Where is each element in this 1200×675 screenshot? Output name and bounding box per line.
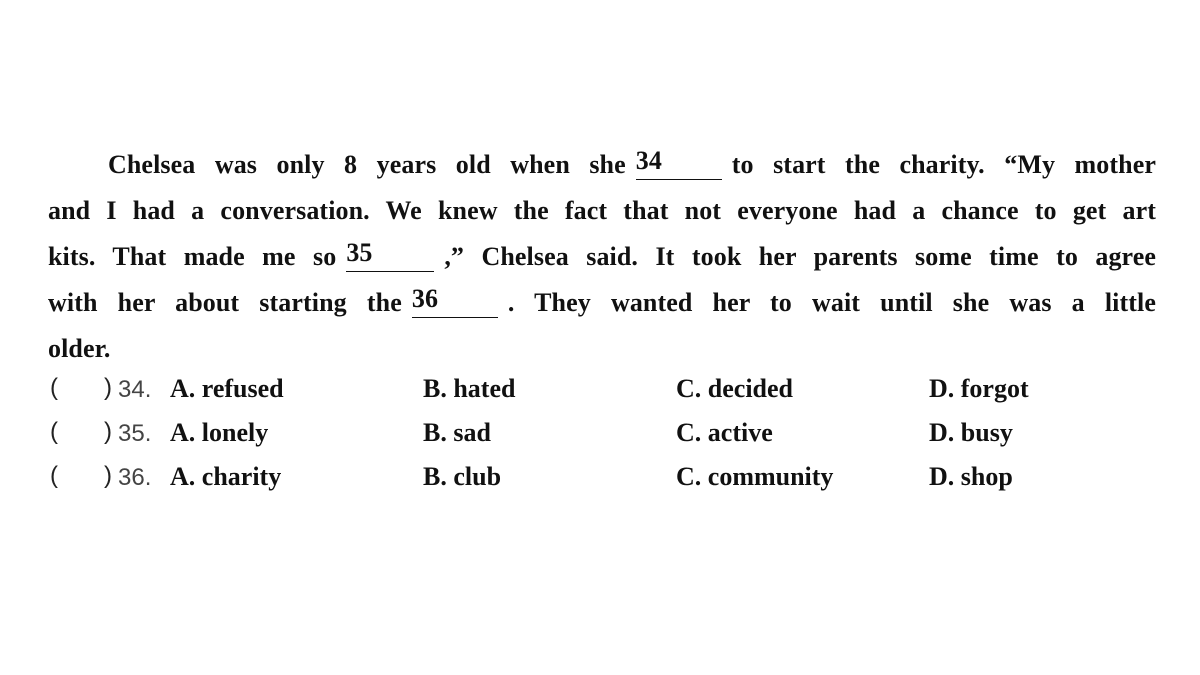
option-d: D. forgot [929, 374, 1029, 403]
passage-line-5 [48, 326, 1156, 372]
answer-paren-close: ) [104, 374, 112, 401]
option-c: C. active [676, 418, 773, 447]
cloze-passage [48, 142, 1156, 372]
blank-number: 36 [411, 284, 439, 313]
passage-text: ,” Chelsea said. It took her parents some time to agree [444, 242, 1157, 271]
answer-paren-open: ( [50, 418, 58, 445]
option-c: C. community [676, 462, 834, 491]
option-a: A. charity [170, 462, 282, 491]
passage-text: kits. That made me so [48, 242, 337, 271]
answer-paren-close: ) [104, 462, 112, 489]
passage-line-3 [48, 234, 1156, 280]
question-number: 35. [118, 420, 152, 447]
answer-paren-open: ( [50, 462, 58, 489]
question-list [48, 370, 1168, 502]
blank-number: 34 [635, 146, 662, 175]
question-35 [48, 414, 1168, 458]
passage-text: older. [48, 334, 111, 363]
passage-text: with her about starting the [48, 288, 402, 317]
option-b: B. club [423, 462, 502, 491]
question-number: 34. [118, 376, 152, 403]
passage-line-2 [48, 188, 1156, 234]
blank-35 [346, 238, 434, 272]
question-number: 36. [118, 464, 152, 491]
blank-36 [411, 284, 498, 318]
passage-text: Chelsea was only 8 years old when she [108, 150, 626, 179]
option-a: A. refused [170, 374, 284, 403]
blank-34 [635, 146, 722, 180]
option-d: D. busy [929, 418, 1013, 447]
answer-paren-close: ) [104, 418, 112, 445]
passage-line-1 [48, 142, 1156, 188]
option-b: B. sad [423, 418, 491, 447]
option-c: C. decided [676, 374, 793, 403]
question-34 [48, 370, 1168, 414]
passage-line-4 [48, 280, 1156, 326]
option-a: A. lonely [170, 418, 269, 447]
option-d: D. shop [929, 462, 1013, 491]
passage-text: . They wanted her to wait until she was a little [507, 288, 1156, 317]
blank-number: 35 [346, 238, 373, 267]
question-36 [48, 458, 1168, 502]
answer-paren-open: ( [50, 374, 58, 401]
passage-text: and I had a conversation. We knew the fact that not everyone had a chance to get art [48, 196, 1156, 225]
option-b: B. hated [423, 374, 516, 403]
passage-text: to start the charity. “My mother [731, 150, 1156, 179]
